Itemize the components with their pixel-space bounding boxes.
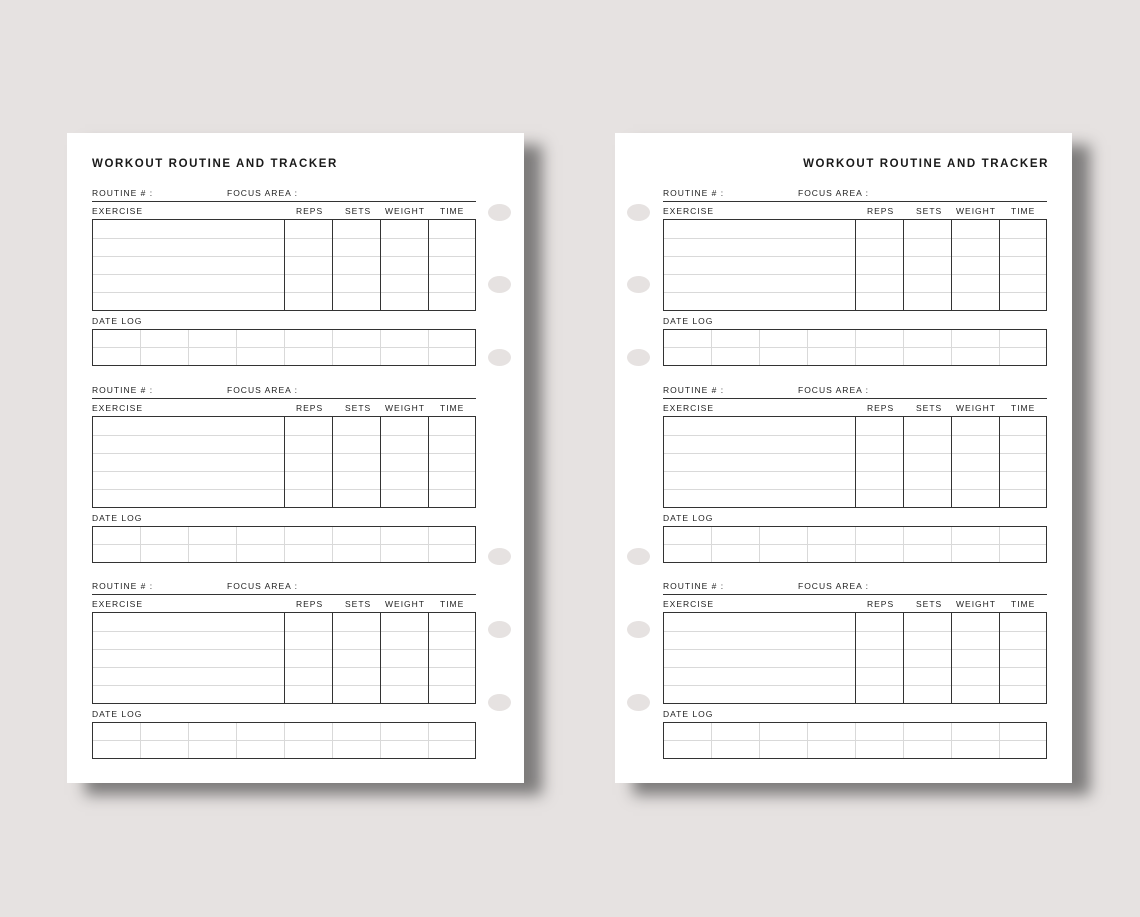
date-log-label: DATE LOG xyxy=(92,709,143,719)
exercise-column-divider xyxy=(428,417,429,507)
date-log-cell-divider xyxy=(903,723,904,758)
exercise-table[interactable] xyxy=(92,416,476,508)
exercise-column-divider xyxy=(951,417,952,507)
exercise-column-divider xyxy=(951,220,952,310)
exercise-column-divider xyxy=(999,613,1000,703)
focus-area-label: FOCUS AREA : xyxy=(798,188,870,198)
routine-number-label: ROUTINE # : xyxy=(663,581,725,591)
punch-hole xyxy=(488,204,511,221)
focus-area-label: FOCUS AREA : xyxy=(227,188,299,198)
date-log-cell-divider xyxy=(759,527,760,562)
punch-hole xyxy=(627,204,650,221)
date-log-cell-divider xyxy=(284,330,285,365)
date-log-cell-divider xyxy=(807,330,808,365)
date-log-cell-divider xyxy=(759,330,760,365)
routine-rule xyxy=(92,594,476,595)
routine-number-label: ROUTINE # : xyxy=(663,385,725,395)
date-log-cell-divider xyxy=(332,527,333,562)
date-log-cell-divider xyxy=(999,330,1000,365)
exercise-column-divider xyxy=(951,613,952,703)
date-log-cell-divider xyxy=(855,723,856,758)
reps-column-header: REPS xyxy=(296,403,324,413)
date-log-cell-divider xyxy=(759,723,760,758)
date-log-cell-divider xyxy=(999,527,1000,562)
weight-column-header: WEIGHT xyxy=(385,599,425,609)
punch-hole xyxy=(627,349,650,366)
date-log-cell-divider xyxy=(951,723,952,758)
exercise-column-header: EXERCISE xyxy=(663,599,714,609)
sets-column-header: SETS xyxy=(345,403,372,413)
date-log-cell-divider xyxy=(807,527,808,562)
date-log-cell-divider xyxy=(140,330,141,365)
sets-column-header: SETS xyxy=(345,599,372,609)
date-log-cell-divider xyxy=(380,330,381,365)
exercise-column-divider xyxy=(903,220,904,310)
exercise-column-divider xyxy=(428,613,429,703)
exercise-column-divider xyxy=(903,417,904,507)
focus-area-label: FOCUS AREA : xyxy=(227,385,299,395)
date-log-table[interactable] xyxy=(663,329,1047,366)
punch-hole xyxy=(488,349,511,366)
exercise-column-divider xyxy=(332,613,333,703)
date-log-label: DATE LOG xyxy=(663,316,714,326)
date-log-cell-divider xyxy=(903,330,904,365)
weight-column-header: WEIGHT xyxy=(956,599,996,609)
time-column-header: TIME xyxy=(440,599,465,609)
focus-area-label: FOCUS AREA : xyxy=(798,385,870,395)
exercise-column-divider xyxy=(332,220,333,310)
date-log-cell-divider xyxy=(140,723,141,758)
routine-number-label: ROUTINE # : xyxy=(92,581,154,591)
sets-column-header: SETS xyxy=(916,599,943,609)
punch-hole xyxy=(488,621,511,638)
reps-column-header: REPS xyxy=(296,599,324,609)
routine-rule xyxy=(92,201,476,202)
date-log-cell-divider xyxy=(188,527,189,562)
weight-column-header: WEIGHT xyxy=(956,206,996,216)
date-log-table[interactable] xyxy=(663,526,1047,563)
date-log-cell-divider xyxy=(236,723,237,758)
exercise-table[interactable] xyxy=(92,219,476,311)
time-column-header: TIME xyxy=(1011,206,1036,216)
exercise-column-divider xyxy=(380,613,381,703)
exercise-column-divider xyxy=(284,613,285,703)
date-log-label: DATE LOG xyxy=(92,513,143,523)
date-log-cell-divider xyxy=(951,330,952,365)
date-log-label: DATE LOG xyxy=(92,316,143,326)
exercise-column-divider xyxy=(903,613,904,703)
date-log-cell-divider xyxy=(188,723,189,758)
punch-hole xyxy=(627,621,650,638)
exercise-column-divider xyxy=(284,220,285,310)
reps-column-header: REPS xyxy=(867,403,895,413)
sets-column-header: SETS xyxy=(916,206,943,216)
date-log-cell-divider xyxy=(807,723,808,758)
date-log-cell-divider xyxy=(236,330,237,365)
exercise-table[interactable] xyxy=(663,219,1047,311)
time-column-header: TIME xyxy=(440,403,465,413)
exercise-column-header: EXERCISE xyxy=(92,403,143,413)
exercise-column-divider xyxy=(855,613,856,703)
routine-rule xyxy=(663,594,1047,595)
punch-hole xyxy=(488,694,511,711)
routine-rule xyxy=(663,398,1047,399)
date-log-cell-divider xyxy=(380,527,381,562)
time-column-header: TIME xyxy=(440,206,465,216)
exercise-table[interactable] xyxy=(92,612,476,704)
exercise-column-divider xyxy=(284,417,285,507)
date-log-table[interactable] xyxy=(92,722,476,759)
date-log-cell-divider xyxy=(428,330,429,365)
date-log-cell-divider xyxy=(855,527,856,562)
sets-column-header: SETS xyxy=(916,403,943,413)
routine-rule xyxy=(92,398,476,399)
routine-number-label: ROUTINE # : xyxy=(663,188,725,198)
planner-page-right xyxy=(615,133,1072,783)
date-log-cell-divider xyxy=(380,723,381,758)
page-title: WORKOUT ROUTINE AND TRACKER xyxy=(803,158,1049,170)
date-log-cell-divider xyxy=(140,527,141,562)
exercise-column-header: EXERCISE xyxy=(663,206,714,216)
sets-column-header: SETS xyxy=(345,206,372,216)
punch-hole xyxy=(627,694,650,711)
weight-column-header: WEIGHT xyxy=(385,206,425,216)
date-log-cell-divider xyxy=(332,723,333,758)
routine-rule xyxy=(663,201,1047,202)
exercise-column-header: EXERCISE xyxy=(663,403,714,413)
date-log-label: DATE LOG xyxy=(663,513,714,523)
reps-column-header: REPS xyxy=(296,206,324,216)
exercise-table[interactable] xyxy=(663,612,1047,704)
exercise-column-divider xyxy=(999,220,1000,310)
date-log-cell-divider xyxy=(188,330,189,365)
date-log-cell-divider xyxy=(236,527,237,562)
planner-page-left xyxy=(67,133,524,783)
exercise-column-header: EXERCISE xyxy=(92,206,143,216)
exercise-table[interactable] xyxy=(663,416,1047,508)
date-log-cell-divider xyxy=(903,527,904,562)
exercise-column-header: EXERCISE xyxy=(92,599,143,609)
punch-hole xyxy=(627,548,650,565)
routine-number-label: ROUTINE # : xyxy=(92,385,154,395)
time-column-header: TIME xyxy=(1011,599,1036,609)
date-log-cell-divider xyxy=(951,527,952,562)
date-log-label: DATE LOG xyxy=(663,709,714,719)
routine-number-label: ROUTINE # : xyxy=(92,188,154,198)
exercise-column-divider xyxy=(332,417,333,507)
date-log-cell-divider xyxy=(428,527,429,562)
date-log-table[interactable] xyxy=(92,526,476,563)
date-log-cell-divider xyxy=(711,330,712,365)
focus-area-label: FOCUS AREA : xyxy=(227,581,299,591)
exercise-column-divider xyxy=(999,417,1000,507)
date-log-cell-divider xyxy=(332,330,333,365)
time-column-header: TIME xyxy=(1011,403,1036,413)
exercise-column-divider xyxy=(855,417,856,507)
punch-hole xyxy=(488,276,511,293)
date-log-cell-divider xyxy=(284,527,285,562)
date-log-cell-divider xyxy=(711,527,712,562)
page-title: WORKOUT ROUTINE AND TRACKER xyxy=(92,158,338,170)
exercise-column-divider xyxy=(855,220,856,310)
reps-column-header: REPS xyxy=(867,206,895,216)
punch-hole xyxy=(627,276,650,293)
date-log-cell-divider xyxy=(428,723,429,758)
exercise-column-divider xyxy=(380,417,381,507)
date-log-cell-divider xyxy=(284,723,285,758)
exercise-column-divider xyxy=(428,220,429,310)
date-log-cell-divider xyxy=(711,723,712,758)
date-log-table[interactable] xyxy=(92,329,476,366)
weight-column-header: WEIGHT xyxy=(385,403,425,413)
exercise-column-divider xyxy=(380,220,381,310)
date-log-table[interactable] xyxy=(663,722,1047,759)
date-log-cell-divider xyxy=(999,723,1000,758)
punch-hole xyxy=(488,548,511,565)
date-log-cell-divider xyxy=(855,330,856,365)
focus-area-label: FOCUS AREA : xyxy=(798,581,870,591)
reps-column-header: REPS xyxy=(867,599,895,609)
weight-column-header: WEIGHT xyxy=(956,403,996,413)
